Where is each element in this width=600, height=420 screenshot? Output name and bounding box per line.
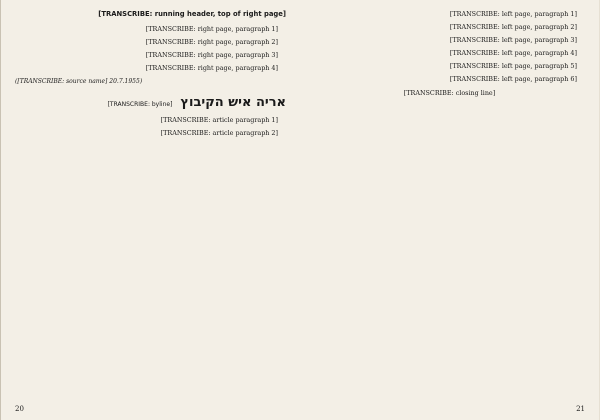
paragraph: [TRANSCRIBE: left page, paragraph 1] (449, 10, 577, 18)
page-left (300, 0, 600, 420)
paragraph: [TRANSCRIBE: left page, paragraph 5] (449, 62, 577, 71)
running-header: [TRANSCRIBE: running header, top of right page] (98, 10, 286, 18)
paragraph: [TRANSCRIBE: right page, paragraph 2] (145, 38, 278, 47)
article-header (15, 95, 286, 110)
byline: [TRANSCRIBE: byline] (107, 100, 173, 108)
paragraph: [TRANSCRIBE: left page, paragraph 6] (449, 75, 577, 84)
closing-line: [TRANSCRIBE: closing line] (403, 88, 496, 97)
citation: (20.7.1955 [TRANSCRIBE: source name]) (15, 78, 143, 86)
page-number: 21 (576, 404, 585, 413)
paragraph: [TRANSCRIBE: left page, paragraph 4] (449, 49, 577, 58)
paragraph: [TRANSCRIBE: article paragraph 1] (160, 115, 278, 124)
article-title: אריה איש הקיבוץ (180, 94, 286, 110)
paragraph: [TRANSCRIBE: article paragraph 2] (160, 128, 278, 137)
paragraph: [TRANSCRIBE: right page, paragraph 4] (145, 64, 278, 73)
paragraph: [TRANSCRIBE: left page, paragraph 2] (449, 23, 577, 32)
paragraph: [TRANSCRIBE: right page, paragraph 1] (145, 25, 278, 34)
page-number: 20 (15, 404, 24, 413)
paragraph: [TRANSCRIBE: left page, paragraph 3] (449, 36, 577, 45)
paragraph: [TRANSCRIBE: right page, paragraph 3] (145, 51, 278, 60)
